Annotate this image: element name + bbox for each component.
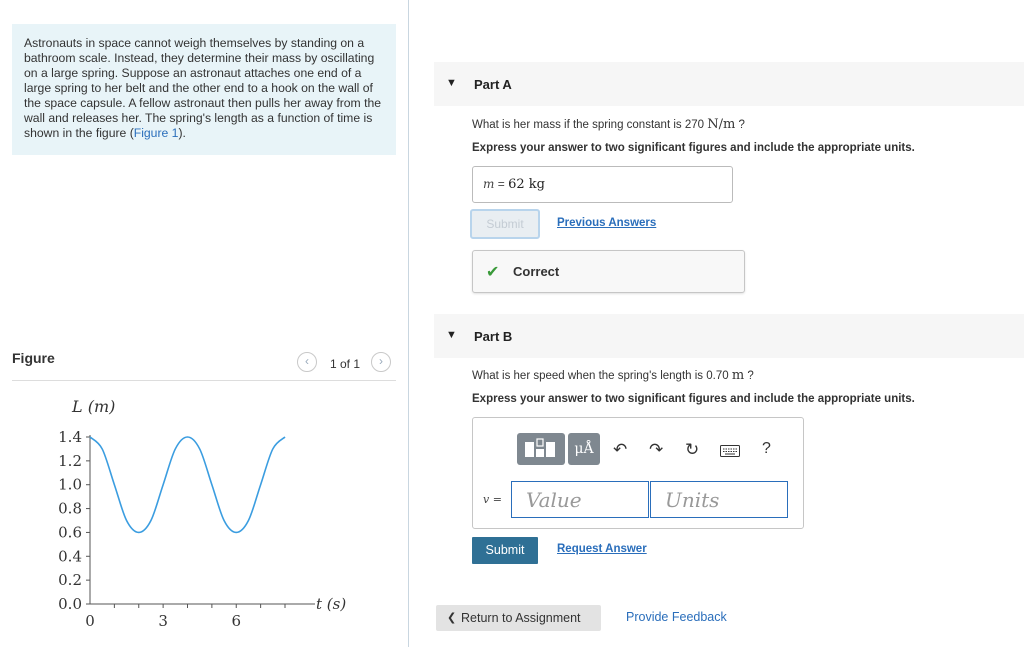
problem-text-end: ). [178,126,186,140]
figure-divider [12,380,396,381]
checkmark-icon: ✔ [486,264,500,281]
reset-icon[interactable]: ↻ [685,440,700,459]
redo-icon[interactable]: ↷ [649,440,664,459]
chevron-left-icon: ❮ [447,612,457,624]
chart-x-tick-label: 6 [231,612,242,630]
chart-y-tick-label: 0.4 [58,547,82,566]
collapse-caret-icon: ▼ [446,329,457,341]
part-a-label: Part A [474,77,512,92]
correct-feedback [472,250,745,293]
answer-editor [472,417,804,529]
units-input[interactable]: Units [650,481,788,518]
spring-length-chart [30,390,380,635]
speed-variable-label: v = [483,493,502,506]
panel-divider [408,0,409,647]
templates-button[interactable] [517,433,565,465]
part-a-header[interactable] [434,62,1024,106]
figure-link[interactable]: Figure 1 [133,126,179,140]
return-label: Return to Assignment [461,611,581,625]
part-b-header[interactable] [434,314,1024,358]
chart-y-tick-label: 1.2 [58,451,82,470]
template-blocks-icon [517,433,565,465]
request-answer-link[interactable]: Request Answer [557,543,647,555]
figure-pager: 1 of 1 [330,357,361,371]
chart-y-tick-label: 0.2 [58,571,82,590]
problem-statement [12,24,396,155]
chevron-right-icon: › [379,354,383,368]
keyboard-icon[interactable] [720,445,740,457]
chart-y-tick-label: 0.0 [58,595,82,613]
chart-series-line [90,437,285,532]
part-b-question: What is her speed when the spring's length is 0.70 m ? [472,368,754,383]
answer-variable: m [483,177,495,191]
part-a-question: What is her mass if the spring constant is 270 N/m ? [472,117,745,132]
prev-figure-button[interactable] [297,352,317,372]
part-a-instructions: Express your answer to two significant figures and include the appropriate units. [472,142,915,154]
part-b-instructions: Express your answer to two significant figures and include the appropriate units. [472,393,915,405]
return-to-assignment-button[interactable] [436,605,601,631]
part-a-submit-button[interactable]: Submit [470,209,540,239]
figure-title: Figure [12,350,55,366]
chart-y-tick-label: 0.6 [58,523,82,542]
correct-label: Correct [513,264,560,279]
part-b-label: Part B [474,329,513,344]
value-input[interactable]: Value [511,481,649,518]
chart-x-tick-label: 0 [85,612,95,630]
chevron-left-icon: ‹ [305,354,309,368]
answer-value: 62 kg [508,177,545,192]
collapse-caret-icon: ▼ [446,77,457,89]
problem-text: Astronauts in space cannot weigh themselves by standing on a bathroom scale. Instead, they determine their mass by oscillating on a large spring. Suppose an astronaut attaches one end of a large spring to her belt and the other end to a hook on the wall of the space capsule. A fellow astronaut then pulls her away from the wall and releases her. The spring's length as a function of time is shown in the figure ( [24,36,382,140]
chart-y-tick-label: 1.0 [58,475,82,494]
provide-feedback-link[interactable]: Provide Feedback [626,610,727,624]
units-button[interactable]: μÅ [568,433,600,465]
next-figure-button[interactable] [371,352,391,372]
undo-icon[interactable]: ↶ [613,440,628,459]
part-b-submit-button[interactable]: Submit [472,537,538,564]
chart-y-tick-label: 1.4 [58,428,82,446]
help-icon[interactable]: ? [762,440,771,457]
chart-x-axis-label: t (s) [316,595,347,613]
part-a-answer-field: m = 62 kg [472,166,733,203]
chart-y-axis-label: L (m) [72,397,116,416]
previous-answers-link[interactable]: Previous Answers [557,217,657,229]
chart-y-tick-label: 0.8 [58,499,82,518]
chart-x-tick-label: 3 [158,612,168,630]
